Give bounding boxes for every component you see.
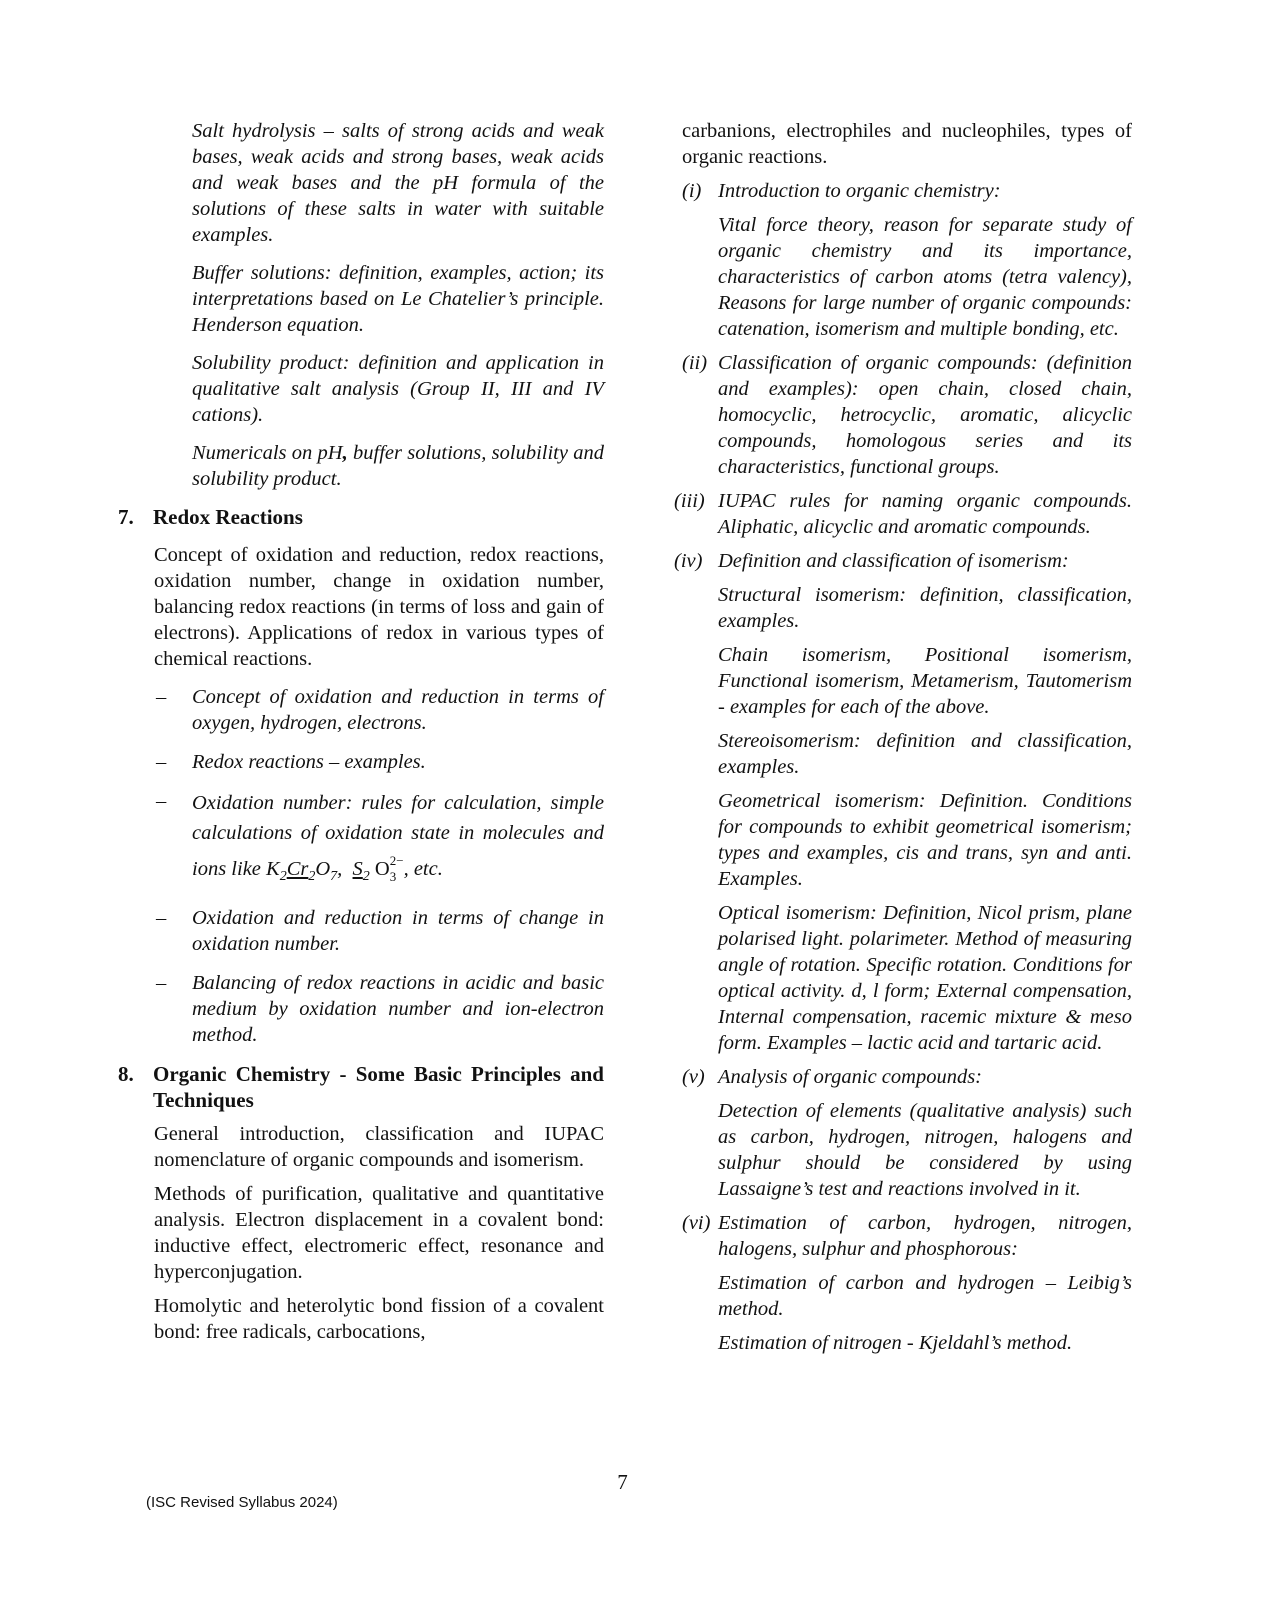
s-subscript: 2 bbox=[362, 868, 370, 884]
dash-mark: – bbox=[156, 906, 167, 929]
section-8-heading bbox=[118, 1061, 604, 1113]
formula-separator: , bbox=[337, 857, 343, 880]
dash-mark: – bbox=[156, 790, 167, 812]
stereoisomerism-paragraph: Stereoisomerism: definition and classification, examples. bbox=[718, 730, 1132, 778]
item-v-number: (v) bbox=[682, 1066, 705, 1088]
numericals-text-c: buffer solutions, solubility and solubility product. bbox=[192, 442, 604, 490]
item-iv-number: (iv) bbox=[674, 550, 703, 572]
continuation-paragraph: carbanions, electrophiles and nucleophiles, types of organic reactions. bbox=[682, 120, 1132, 168]
solubility-product-paragraph: Solubility product: definition and application in qualitative salt analysis (Group II, III and IV cations). bbox=[192, 352, 604, 426]
item-i bbox=[682, 178, 1132, 204]
ion-charge: 2− bbox=[389, 853, 404, 868]
cr-subscript: 2 bbox=[308, 868, 316, 884]
item-i-number: (i) bbox=[682, 180, 702, 202]
redox-bullet-5 bbox=[118, 970, 604, 1048]
structural-isomerism-paragraph: Structural isomerism: definition, classification, examples. bbox=[718, 584, 1132, 632]
estimation-nitrogen-paragraph: Estimation of nitrogen - Kjeldahl’s method. bbox=[718, 1332, 1073, 1354]
redox-bullet-3 bbox=[118, 788, 604, 892]
dash-mark: – bbox=[156, 751, 167, 773]
buffer-solutions-paragraph: Buffer solutions: definition, examples, action; its interpretations based on Le Chatelier’s principle. Henderson equation. bbox=[192, 262, 604, 336]
item-iii-body: IUPAC rules for naming organic compounds. Aliphatic, alicyclic and aromatic compounds. bbox=[718, 490, 1132, 538]
redox-bullet-2-text: Redox reactions – examples. bbox=[192, 751, 426, 773]
item-vi-number: (vi) bbox=[682, 1212, 711, 1234]
item-v-title: Analysis of organic compounds: bbox=[718, 1066, 983, 1088]
redox-bullet-2 bbox=[118, 749, 604, 775]
section-8-title: Organic Chemistry - Some Basic Principles and Techniques bbox=[153, 1061, 604, 1112]
o-subscript: 7 bbox=[330, 868, 338, 884]
item-vi bbox=[682, 1210, 1132, 1262]
numericals-paragraph bbox=[192, 440, 604, 492]
oxidation-number-text: Oxidation number: rules for calculation, simple calculations of oxidation state in molecules and ions like K bbox=[192, 792, 604, 880]
numericals-comma: , bbox=[342, 442, 348, 464]
item-ii-number: (ii) bbox=[682, 352, 708, 374]
ion-subscript: 3 bbox=[389, 869, 397, 884]
estimation-carbon-paragraph: Estimation of carbon and hydrogen – Leibig’s method. bbox=[718, 1272, 1132, 1320]
o-symbol: O bbox=[315, 857, 331, 880]
item-v bbox=[682, 1064, 1132, 1090]
formula-end: , etc. bbox=[403, 857, 443, 880]
dash-mark: – bbox=[156, 686, 167, 708]
salt-hydrolysis-paragraph: Salt hydrolysis – salts of strong acids and weak bases, weak acids and strong bases, weak acids and weak bases and the pH formula of the solutions of these salts in water with suitable examples. bbox=[192, 120, 604, 246]
redox-intro-paragraph: Concept of oxidation and reduction, redox reactions, oxidation number, change in oxidation number, balancing redox reactions (in terms of loss and gain of electrons). Applications of redox in various types of chemical reactions. bbox=[154, 544, 604, 670]
optical-isomerism-paragraph: Optical isomerism: Definition, Nicol prism, plane polarised light. polarimeter. Method of measuring angle of rotation. Specific rotation. Conditions for optical activity. d, l form; External compensation, Internal compensation, racemic mixture & meso form. Examples – lactic acid and tartaric acid. bbox=[718, 902, 1132, 1054]
section-7-title: Redox Reactions bbox=[153, 505, 303, 529]
redox-bullet-3-text bbox=[192, 788, 604, 892]
dash-mark: – bbox=[156, 971, 167, 994]
item-iv bbox=[674, 548, 1132, 574]
general-introduction-paragraph: General introduction, classification and IUPAC nomenclature of organic compounds and isomerism. bbox=[154, 1122, 604, 1171]
section-7-heading bbox=[118, 504, 604, 530]
redox-bullet-4 bbox=[118, 905, 604, 957]
right-column bbox=[674, 118, 1132, 1356]
numericals-text-a: Numericals on pH bbox=[192, 442, 343, 464]
page-number: 7 bbox=[617, 1470, 628, 1494]
redox-bullet-4-text: Oxidation and reduction in terms of change in oxidation number. bbox=[192, 906, 604, 955]
item-v-body: Detection of elements (qualitative analysis) such as carbon, hydrogen, nitrogen, halogens and sulphur should be considered by using Lassaigne’s test and reactions involved in it. bbox=[718, 1100, 1132, 1200]
item-iii bbox=[674, 488, 1132, 540]
item-iii-number: (iii) bbox=[674, 490, 705, 512]
s-symbol: S bbox=[352, 857, 363, 880]
item-vi-title: Estimation of carbon, hydrogen, nitrogen, halogens, sulphur and phosphorous: bbox=[718, 1212, 1132, 1260]
cr-symbol: Cr bbox=[286, 857, 309, 880]
item-i-title: Introduction to organic chemistry: bbox=[718, 180, 1001, 202]
redox-bullet-1 bbox=[118, 684, 604, 736]
chain-isomerism-paragraph: Chain isomerism, Positional isomerism, Functional isomerism, Metamerism, Tautomerism - examples for each of the above. bbox=[718, 644, 1132, 718]
methods-paragraph: Methods of purification, qualitative and quantitative analysis. Electron displacement in a covalent bond: inductive effect, electromeric effect, resonance and hyperconjugation. bbox=[154, 1182, 604, 1283]
homolytic-paragraph: Homolytic and heterolytic bond fission of a covalent bond: free radicals, carbocations, bbox=[154, 1294, 604, 1343]
item-ii-body: Classification of organic compounds: (definition and examples): open chain, closed chain, homocyclic, hetrocyclic, aromatic, alicyclic compounds, homologous series and its characteristics, functional groups. bbox=[718, 352, 1132, 478]
item-iv-title: Definition and classification of isomerism: bbox=[718, 550, 1069, 572]
item-ii bbox=[682, 350, 1132, 480]
redox-bullet-5-text: Balancing of redox reactions in acidic and basic medium by oxidation number and ion-electron method. bbox=[192, 971, 604, 1046]
footer-note: (ISC Revised Syllabus 2024) bbox=[146, 1494, 338, 1511]
redox-bullet-1-text: Concept of oxidation and reduction in terms of oxygen, hydrogen, electrons. bbox=[192, 686, 604, 734]
section-7-number: 7. bbox=[118, 505, 134, 529]
o2-symbol: O bbox=[374, 857, 390, 880]
left-column bbox=[118, 118, 604, 1345]
k-subscript: 2 bbox=[279, 868, 287, 884]
geometrical-isomerism-paragraph: Geometrical isomerism: Definition. Conditions for compounds to exhibit geometrical isomerism; types and examples, cis and trans, syn and anti. Examples. bbox=[718, 790, 1132, 890]
section-8-number: 8. bbox=[118, 1061, 134, 1086]
ion-scripts bbox=[390, 848, 404, 884]
item-i-body: Vital force theory, reason for separate study of organic chemistry and its importance, characteristics of carbon atoms (tetra valency), Reasons for large number of organic compounds: catenation, isomerism and multiple bonding, etc. bbox=[718, 214, 1132, 340]
